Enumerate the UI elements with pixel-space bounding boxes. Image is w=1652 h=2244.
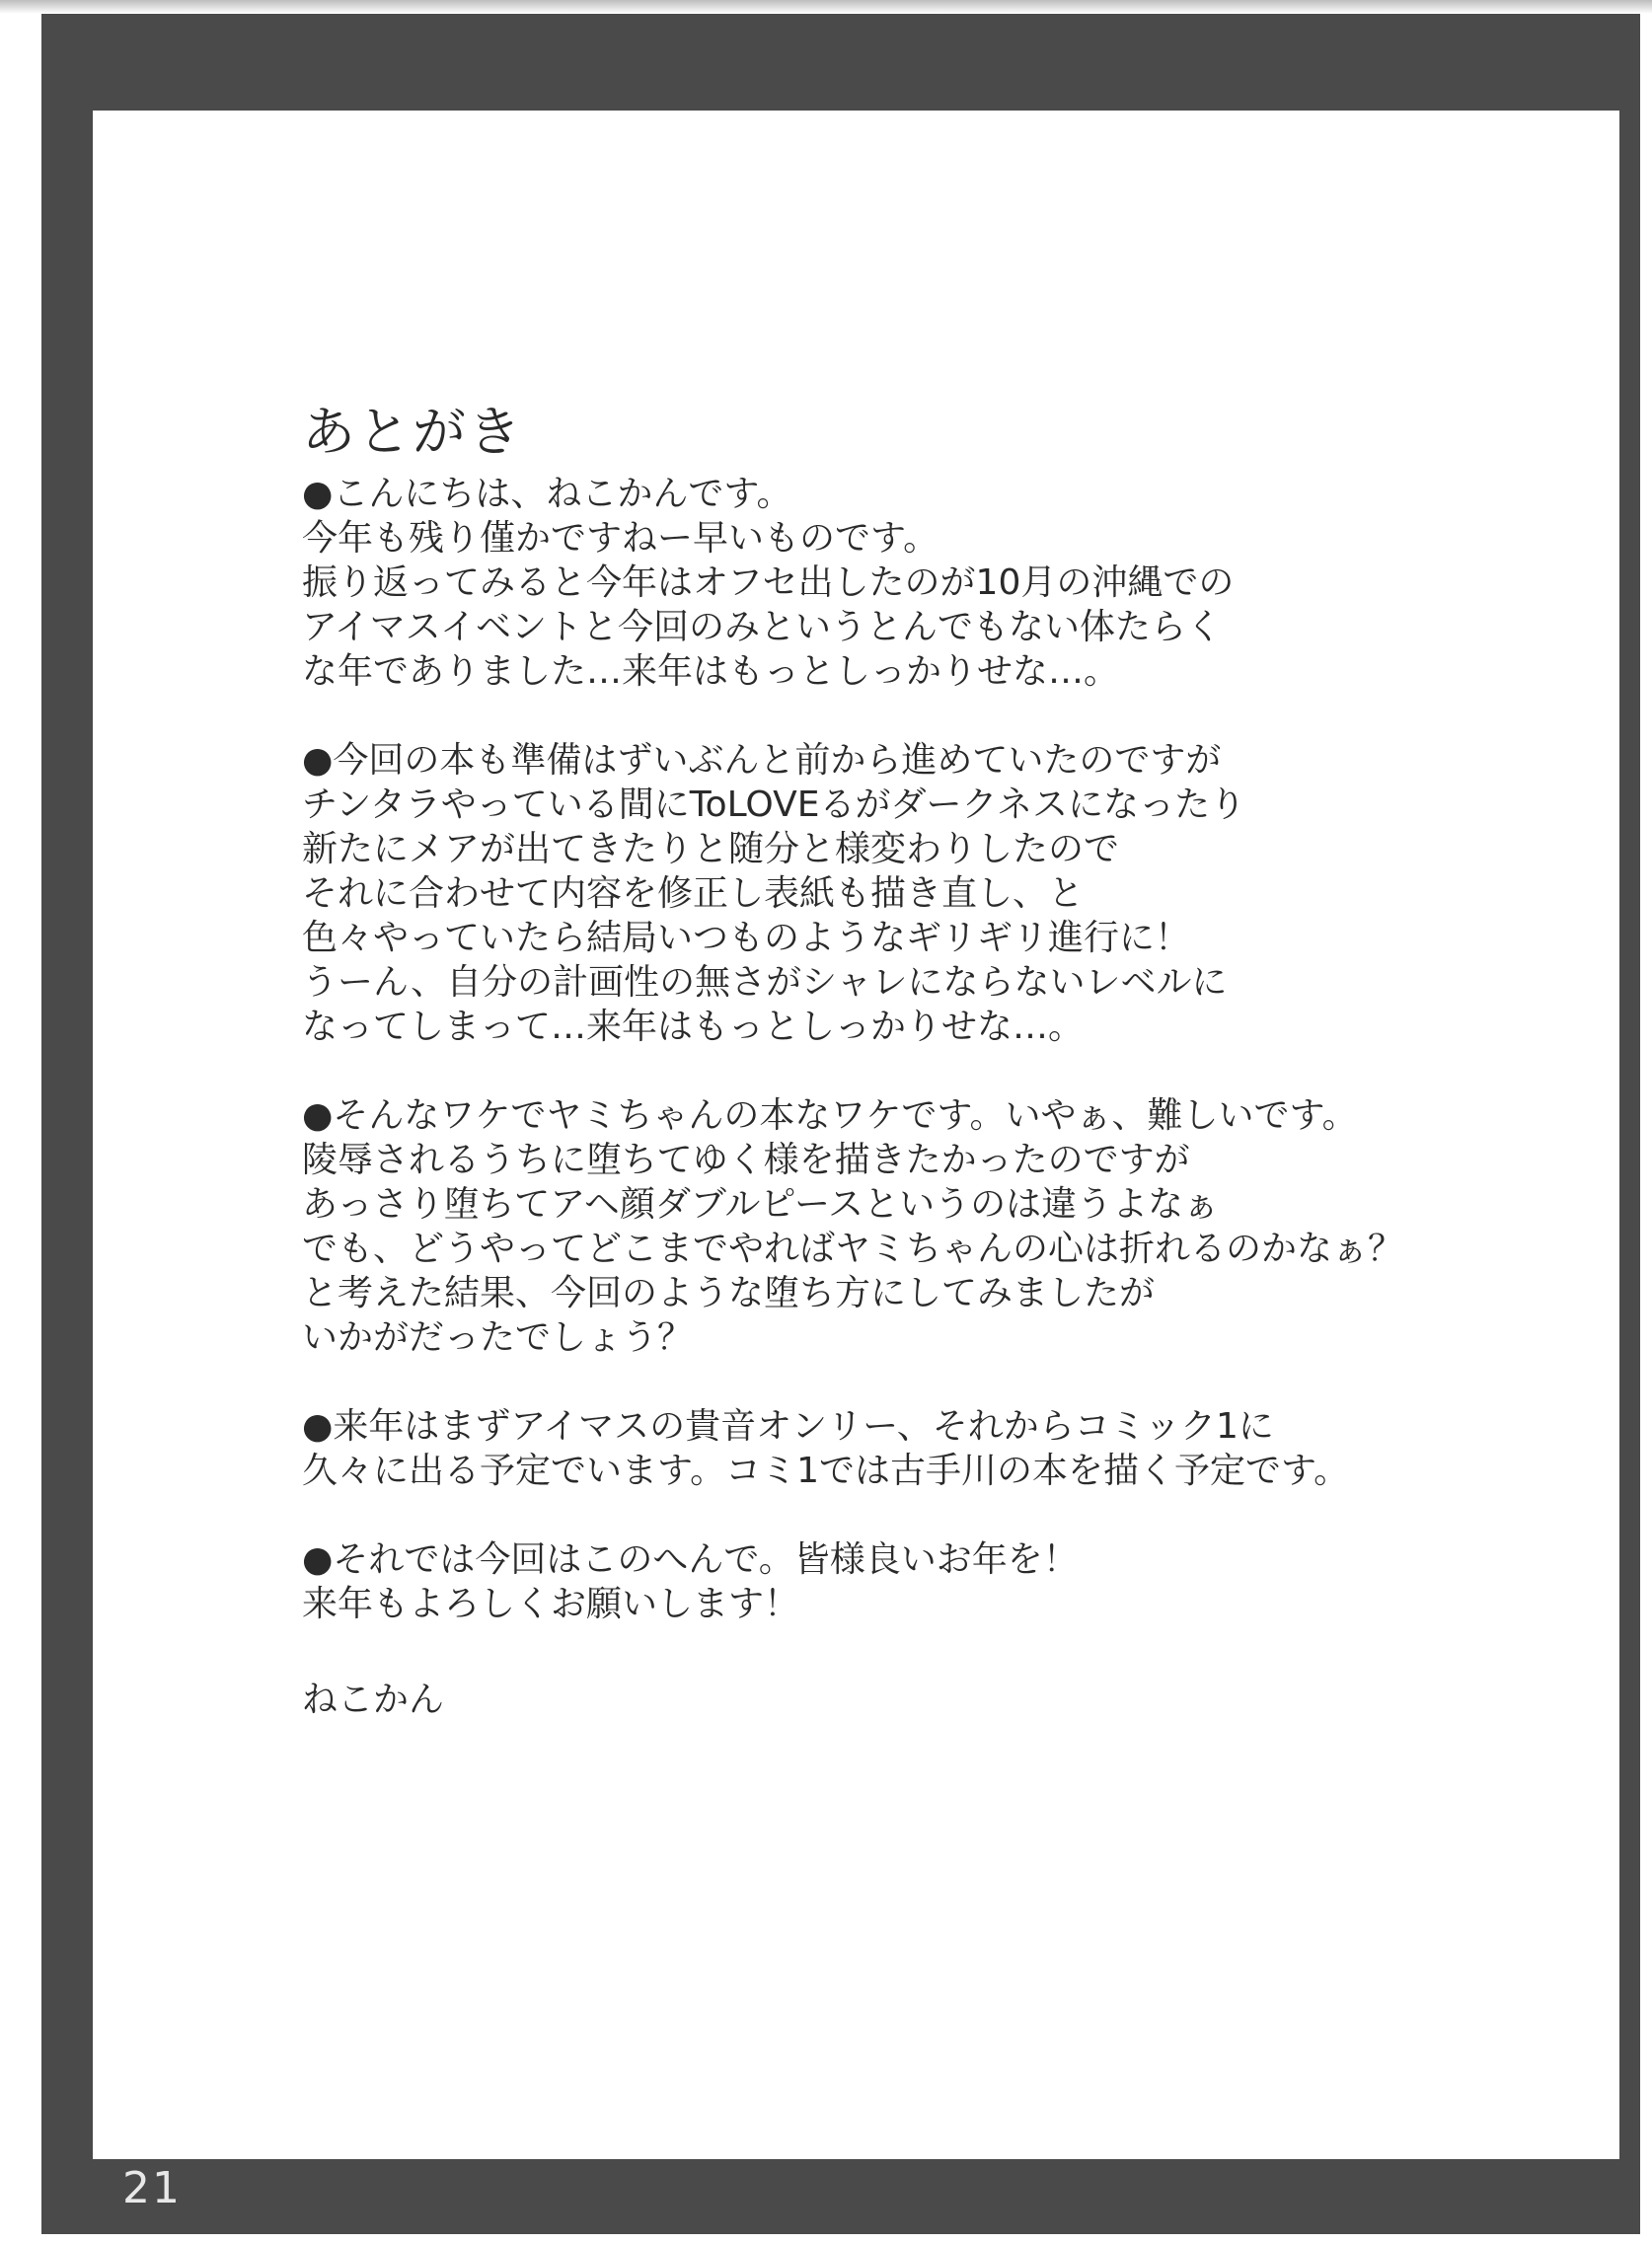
text-line: 今年も残り僅かですねー早いものです。 <box>302 518 939 559</box>
text-line: ●こんにちは、ねこかんです。 <box>302 474 792 514</box>
paragraph-closing <box>302 1537 1486 1626</box>
afterword-body <box>302 472 1486 1671</box>
text-line: なってしまって…来年はもっとしっかりせな…。 <box>302 1007 1085 1047</box>
text-line: ●そんなワケでヤミちゃんの本なワケです。いやぁ、難しいです。 <box>302 1095 1358 1136</box>
paragraph-greeting <box>302 472 1486 694</box>
text-line: な年でありました…来年はもっとしっかりせな…。 <box>302 651 1120 692</box>
text-line: と考えた結果、今回のような堕ち方にしてみましたが <box>302 1273 1156 1313</box>
text-line: あっさり堕ちてアヘ顔ダブルピースというのは違うよなぁ <box>302 1184 1220 1225</box>
page-number: 21 <box>122 2163 182 2213</box>
text-line: ●それでは今回はこのへんで。皆様良いお年を！ <box>302 1539 1079 1580</box>
text-line: 来年もよろしくお願いします！ <box>302 1584 800 1624</box>
page-heading: あとがき <box>302 401 523 463</box>
text-line: うーん、自分の計画性の無さがシャレにならないレベルに <box>302 962 1228 1003</box>
text-line: チンタラやっている間にToLOVEるがダークネスになったり <box>302 785 1246 825</box>
text-line: それに合わせて内容を修正し表紙も描き直し、と <box>302 873 1085 914</box>
scan-top-edge <box>0 0 1652 14</box>
text-line: ●来年はまずアイマスの貴音オンリー、それからコミック1に <box>302 1406 1274 1447</box>
text-line: ●今回の本も準備はずいぶんと前から進めていたのですが <box>302 740 1222 781</box>
text-line: 色々やっていたら結局いつものようなギリギリ進行に！ <box>302 918 1191 958</box>
text-line: いかがだったでしょう？ <box>302 1317 694 1358</box>
text-line: アイマスイベントと今回のみというとんでもない体たらく <box>302 607 1223 647</box>
paragraph-preparation <box>302 738 1486 1049</box>
text-line: 陵辱されるうちに堕ちてゆく様を描きたかったのですが <box>302 1140 1190 1180</box>
text-line: 久々に出る予定でいます。コミ1では古手川の本を描く予定です。 <box>302 1451 1350 1491</box>
text-line: でも、どうやってどこまでやればヤミちゃんの心は折れるのかなぁ？ <box>302 1229 1404 1269</box>
paragraph-next-year <box>302 1404 1486 1493</box>
paragraph-book-content <box>302 1093 1486 1360</box>
author-signature: ねこかん <box>302 1680 445 1720</box>
text-line: 新たにメアが出てきたりと随分と様変わりしたので <box>302 829 1120 869</box>
text-line: 振り返ってみると今年はオフセ出したのが10月の沖縄での <box>302 562 1235 603</box>
